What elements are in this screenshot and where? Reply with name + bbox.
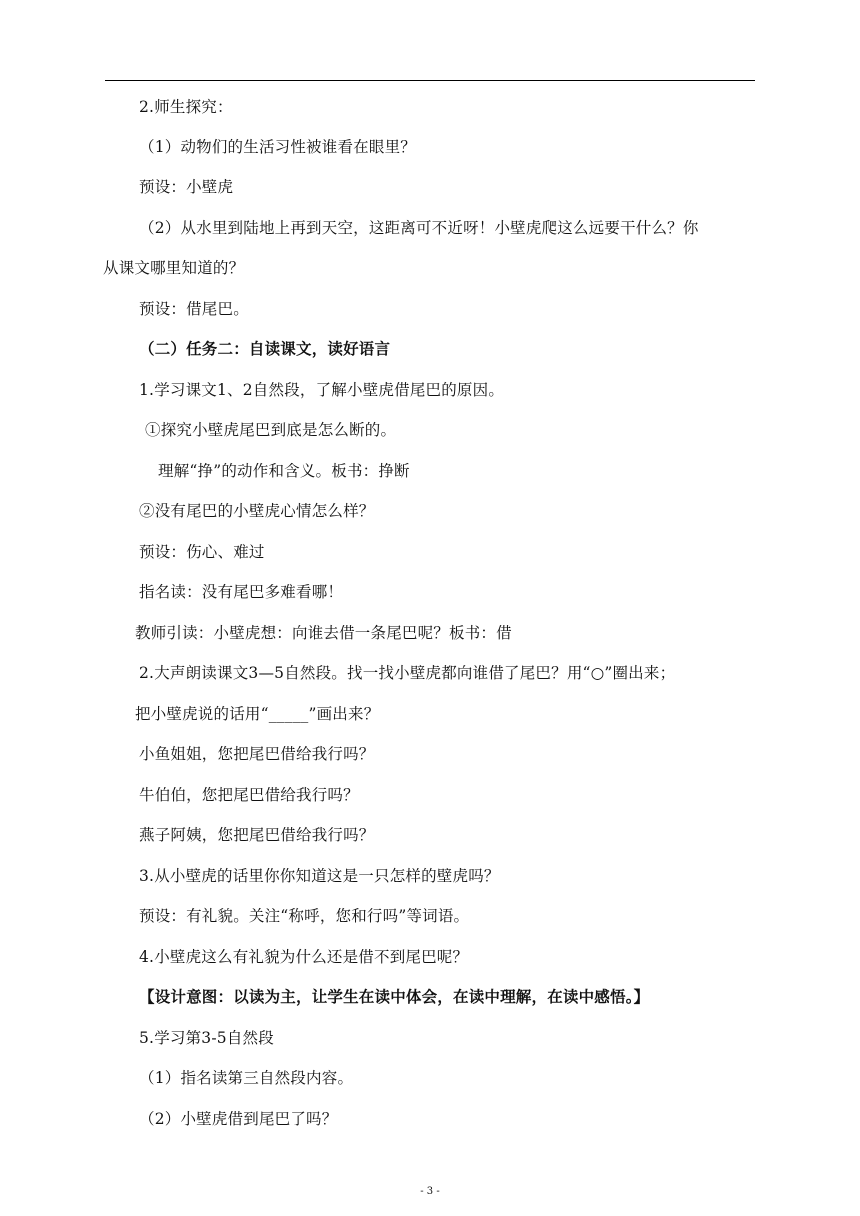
text-line: ①探究小壁虎尾巴到底是怎么断的。 (145, 421, 397, 439)
page-number: - 3 - (420, 1186, 440, 1197)
section-heading: （二）任务二：自读课文，读好语言 (139, 339, 391, 358)
text-line: 从课文哪里知道的？ (103, 259, 245, 277)
text-line: 理解“挣”的动作和含义。板书：挣断 (158, 462, 410, 480)
text-line: 把小壁虎说的话用“_____”画出来？ (135, 705, 380, 723)
text-line: 牛伯伯，您把尾巴借给我行吗？ (139, 786, 359, 804)
text-line: 预设：小壁虎 (139, 178, 234, 196)
text-line: 预设：有礼貌。关注“称呼，您和行吗”等词语。 (139, 907, 470, 925)
text-line: 教师引读：小壁虎想：向谁去借一条尾巴呢？板书：借 (135, 624, 512, 642)
text-line: 2.大声朗读课文3—5自然段。找一找小壁虎都向谁借了尾巴？用“○”圈出来； (139, 664, 676, 682)
text-line: 2.师生探究： (139, 98, 233, 116)
text-line: 4.小壁虎这么有礼貌为什么还是借不到尾巴呢？ (139, 948, 469, 966)
text-line: （2）从水里到陆地上再到天空，这距离可不近呀！小壁虎爬这么远要干什么？你 (139, 219, 699, 237)
text-line: 5.学习第3-5自然段 (139, 1029, 274, 1047)
text-line: 1.学习课文1、2自然段，了解小壁虎借尾巴的原因。 (139, 381, 505, 399)
text-line: 预设：伤心、难过 (139, 543, 265, 561)
design-intent-note: 【设计意图：以读为主，让学生在读中体会，在读中理解，在读中感悟。】 (139, 987, 650, 1006)
text-line: ②没有尾巴的小壁虎心情怎么样？ (139, 502, 375, 520)
text-line: 小鱼姐姐，您把尾巴借给我行吗？ (139, 745, 375, 763)
header-rule (105, 80, 755, 81)
text-line: （1）指名读第三自然段内容。 (139, 1069, 354, 1087)
text-line: 预设：借尾巴。 (139, 300, 249, 318)
text-line: 燕子阿姨，您把尾巴借给我行吗？ (139, 826, 375, 844)
text-line: （1）动物们的生活习性被谁看在眼里？ (139, 138, 416, 156)
text-line: （2）小壁虎借到尾巴了吗？ (139, 1110, 338, 1128)
text-line: 指名读：没有尾巴多难看哪！ (139, 583, 344, 601)
text-line: 3.从小壁虎的话里你你知道这是一只怎样的壁虎吗？ (139, 867, 500, 885)
